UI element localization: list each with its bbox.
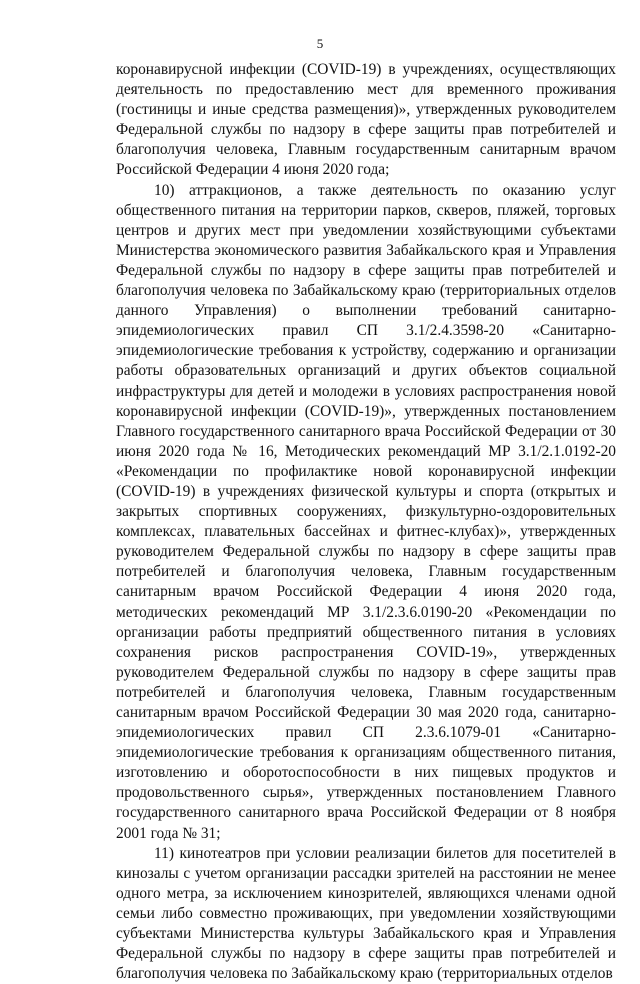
paragraph-item-10: 10) аттракционов, а также деятельность по оказанию услуг общественного питания на территории парков, скверов, пляжей, торговых центров и других мест при уведомлении хозяйствующими субъектами Министерства экономического развития Забайкальского края и Управления Федеральной службы по надзору в сфере защиты прав потребителей и благополучия человека по Забайкальскому краю (территориальных отделов данного Управления) о выполнении требований санитарно-эпидемиологических правил СП 3.1/2.4.3598-20 «Санитарно-эпидемиологические требования к устройству, содержанию и организации работы образовательных организаций и других объектов социальной инфраструктуры для детей и молодежи в условиях распространения новой коронавирусной инфекции (COVID-19)», утвержденных постановлением Главного государственного санитарного врача Российской Федерации от 30 июня 2020 года № 16, Методических рекомендаций МР 3.1/2.1.0192-20 «Рекомендации по профилактике новой коронавирусной инфекции (COVID-19) в учреждениях физической культуры и спорта (открытых и закрытых спортивных сооружениях, физкультурно-оздоровительных комплексах, плавательных бассейнах и фитнес-клубах)», утвержденных руководителем Федеральной службы по надзору в сфере защиты прав потребителей и благополучия человека, Главным государственным санитарным врачом Российской Федерации 4 июня 2020 года, методических рекомендаций МР 3.1/2.3.6.0190-20 «Рекомендации по организации работы предприятий общественного питания в условиях сохранения рисков распространения COVID-19», утвержденных руководителем Федеральной службы по надзору в сфере защиты прав потребителей и благополучия человека, Главным государственным санитарным врачом Российской Федерации 30 мая 2020 года, санитарно-эпидемиологических правил СП 2.3.6.1079-01 «Санитарно-эпидемиологические требования к организациям общественного питания, изготовлению и оборотоспособности в них пищевых продуктов и продовольственного сырья», утвержденных постановлением Главного государственного санитарного врача Российской Федерации от 8 ноября 2001 года № 31; [116, 181, 616, 842]
paragraph-continuation: коронавирусной инфекции (COVID-19) в учреждениях, осуществляющих деятельность по предоставлению мест для временного проживания (гостиницы и иные средства размещения)», утвержденных руководителем Федеральной службы по надзору в сфере защиты прав потребителей и благополучия человека, Главным государственным санитарным врачом Российской Федерации 4 июня 2020 года; [116, 61, 616, 179]
paragraph-item-11: 11) кинотеатров при условии реализации билетов для посетителей в кинозалы с учетом организации рассадки зрителей на расстоянии не менее одного метра, за исключением кинозрителей, являющихся членами одной семьи либо совместно проживающих, при уведомлении хозяйствующими субъектами Министерства культуры Забайкальского края и Управления Федеральной службы по надзору в сфере защиты прав потребителей и благополучия человека по Забайкальскому краю (территориальных отделов [116, 844, 616, 983]
document-body [116, 60, 616, 984]
page-number: 5 [316, 36, 324, 51]
